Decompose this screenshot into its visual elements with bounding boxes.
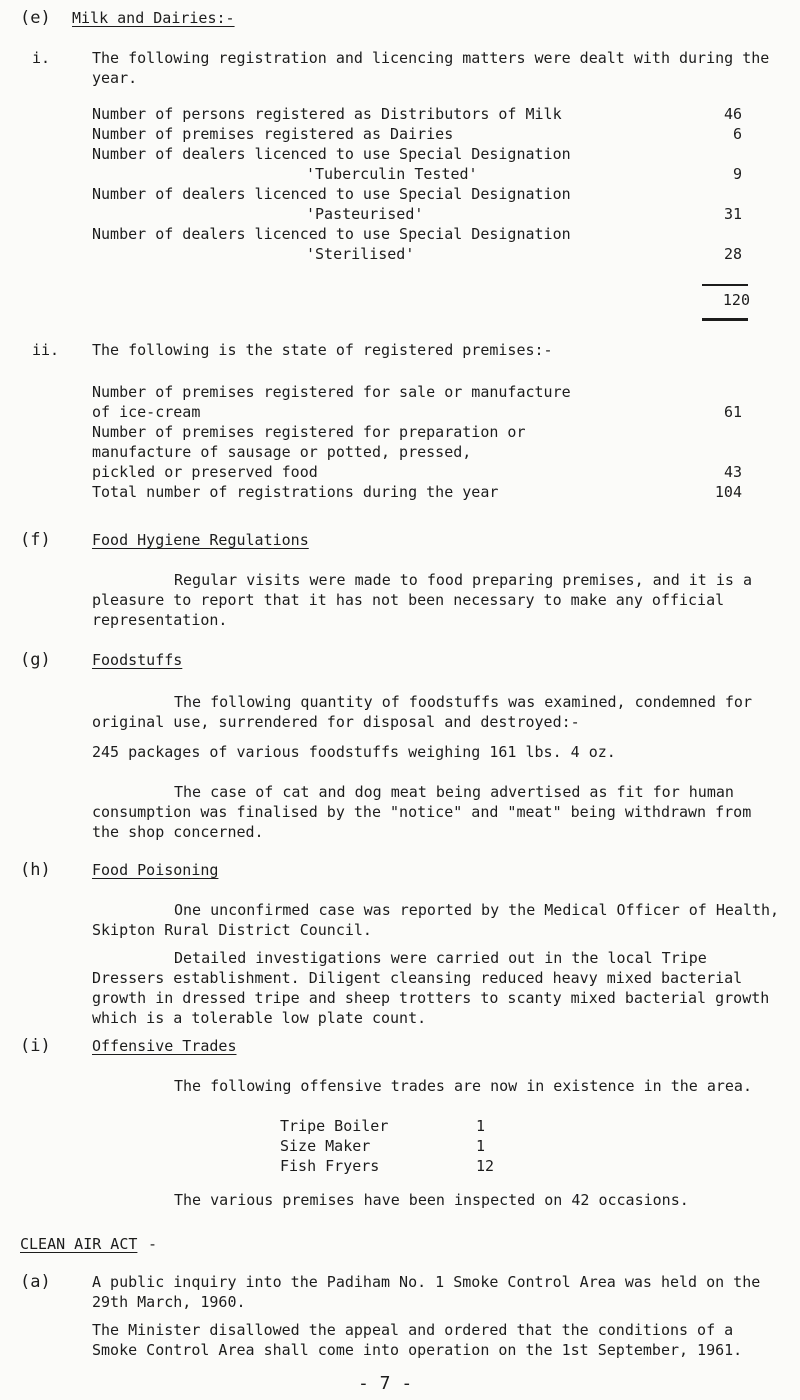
trade-name: Size Maker	[280, 1137, 371, 1155]
premises-row-label: of ice-cream	[92, 403, 201, 421]
total-rule-bottom	[702, 318, 748, 321]
section-i-heading: Offensive Trades	[92, 1037, 237, 1055]
section-e-heading: Milk and Dairies:-	[72, 9, 235, 27]
total-rule-top	[702, 284, 748, 286]
page-number: - 7 -	[358, 1373, 413, 1394]
premises-row-label: Number of premises registered for sale or manufacture	[92, 383, 571, 401]
milk-row-designation: 'Tuberculin Tested'	[306, 165, 478, 183]
milk-row-label: Number of dealers licenced to use Special Designation	[92, 225, 571, 243]
milk-row-value: 9	[732, 165, 742, 183]
trade-count: 1	[476, 1117, 486, 1135]
premises-total-label: Total number of registrations during the year	[92, 483, 499, 501]
clean-air-text: A public inquiry into the Padiham No. 1 Smoke Control Area was held on the 29th March, 1960.	[92, 1273, 761, 1311]
section-g-heading: Foodstuffs	[92, 651, 183, 669]
trade-name: Tripe Boiler	[280, 1117, 389, 1135]
premises-row-value: 61	[723, 403, 742, 421]
clean-air-heading: CLEAN AIR ACT	[20, 1235, 138, 1253]
trade-name: Fish Fryers	[280, 1157, 380, 1175]
item-i-text: The following registration and licencing matters were dealt with during the year.	[92, 49, 770, 87]
milk-row-label: Number of dealers licenced to use Special Designation	[92, 185, 571, 203]
section-h-marker: (h)	[20, 860, 51, 880]
item-ii-text: The following is the state of registered premises:-	[92, 341, 553, 359]
milk-row-value: 31	[723, 205, 742, 223]
premises-row-label: Number of premises registered for preparation or	[92, 423, 526, 441]
section-g-text-2: The case of cat and dog meat being advertised as fit for human consumption was finalised by the "notice" and "meat" being withdrawn from the shop concerned.	[92, 783, 752, 841]
milk-total: 120	[722, 291, 750, 309]
item-ii-marker: ii.	[32, 341, 60, 359]
section-h-text-2: Detailed investigations were carried out in the local Tripe Dressers establishment. Diligent cleansing reduced heavy mixed bacterial growth in dressed tripe and sheep trotters to scanty mixed bacterial growth which is a tolerable low plate count.	[92, 949, 770, 1027]
milk-row-designation: 'Pasteurised'	[306, 205, 424, 223]
section-i-marker: (i)	[20, 1036, 51, 1056]
premises-total-value: 104	[714, 483, 742, 501]
section-f-text: Regular visits were made to food preparing premises, and it is a pleasure to report that it has not been necessary to make any official representation.	[92, 571, 752, 629]
section-i-intro: The following offensive trades are now in existence in the area.	[174, 1077, 752, 1095]
section-g-text: The following quantity of foodstuffs was examined, condemned for original use, surrendered for disposal and destroyed:-	[92, 693, 752, 731]
milk-row-designation: 'Sterilised'	[306, 245, 415, 263]
milk-row-value: 6	[732, 125, 742, 143]
milk-row-value: 46	[723, 105, 742, 123]
trade-count: 1	[476, 1137, 486, 1155]
section-h-text: One unconfirmed case was reported by the Medical Officer of Health, Skipton Rural District Council.	[92, 901, 780, 939]
premises-row-label: manufacture of sausage or potted, pressed,	[92, 443, 472, 461]
item-i-marker: i.	[32, 49, 51, 67]
milk-row-label: Number of persons registered as Distributors of Milk	[92, 105, 562, 123]
milk-row-label: Number of premises registered as Dairies	[92, 125, 454, 143]
section-g-quantity: 245 packages of various foodstuffs weighing 161 lbs. 4 oz.	[92, 743, 616, 761]
clean-air-dash: -	[148, 1235, 158, 1253]
section-g-marker: (g)	[20, 650, 51, 670]
section-f-heading: Food Hygiene Regulations	[92, 531, 309, 549]
section-i-outro: The various premises have been inspected on 42 occasions.	[174, 1191, 689, 1209]
trade-count: 12	[476, 1157, 495, 1175]
section-h-heading: Food Poisoning	[92, 861, 219, 879]
clean-air-text-2: The Minister disallowed the appeal and ordered that the conditions of a Smoke Control Area shall come into operation on the 1st September, 1961.	[92, 1321, 743, 1359]
section-f-marker: (f)	[20, 530, 51, 550]
section-e-marker: (e)	[20, 8, 51, 28]
premises-row-value: 43	[723, 463, 742, 481]
milk-row-value: 28	[723, 245, 742, 263]
clean-air-marker: (a)	[20, 1272, 51, 1292]
premises-row-label: pickled or preserved food	[92, 463, 318, 481]
milk-row-label: Number of dealers licenced to use Special Designation	[92, 145, 571, 163]
